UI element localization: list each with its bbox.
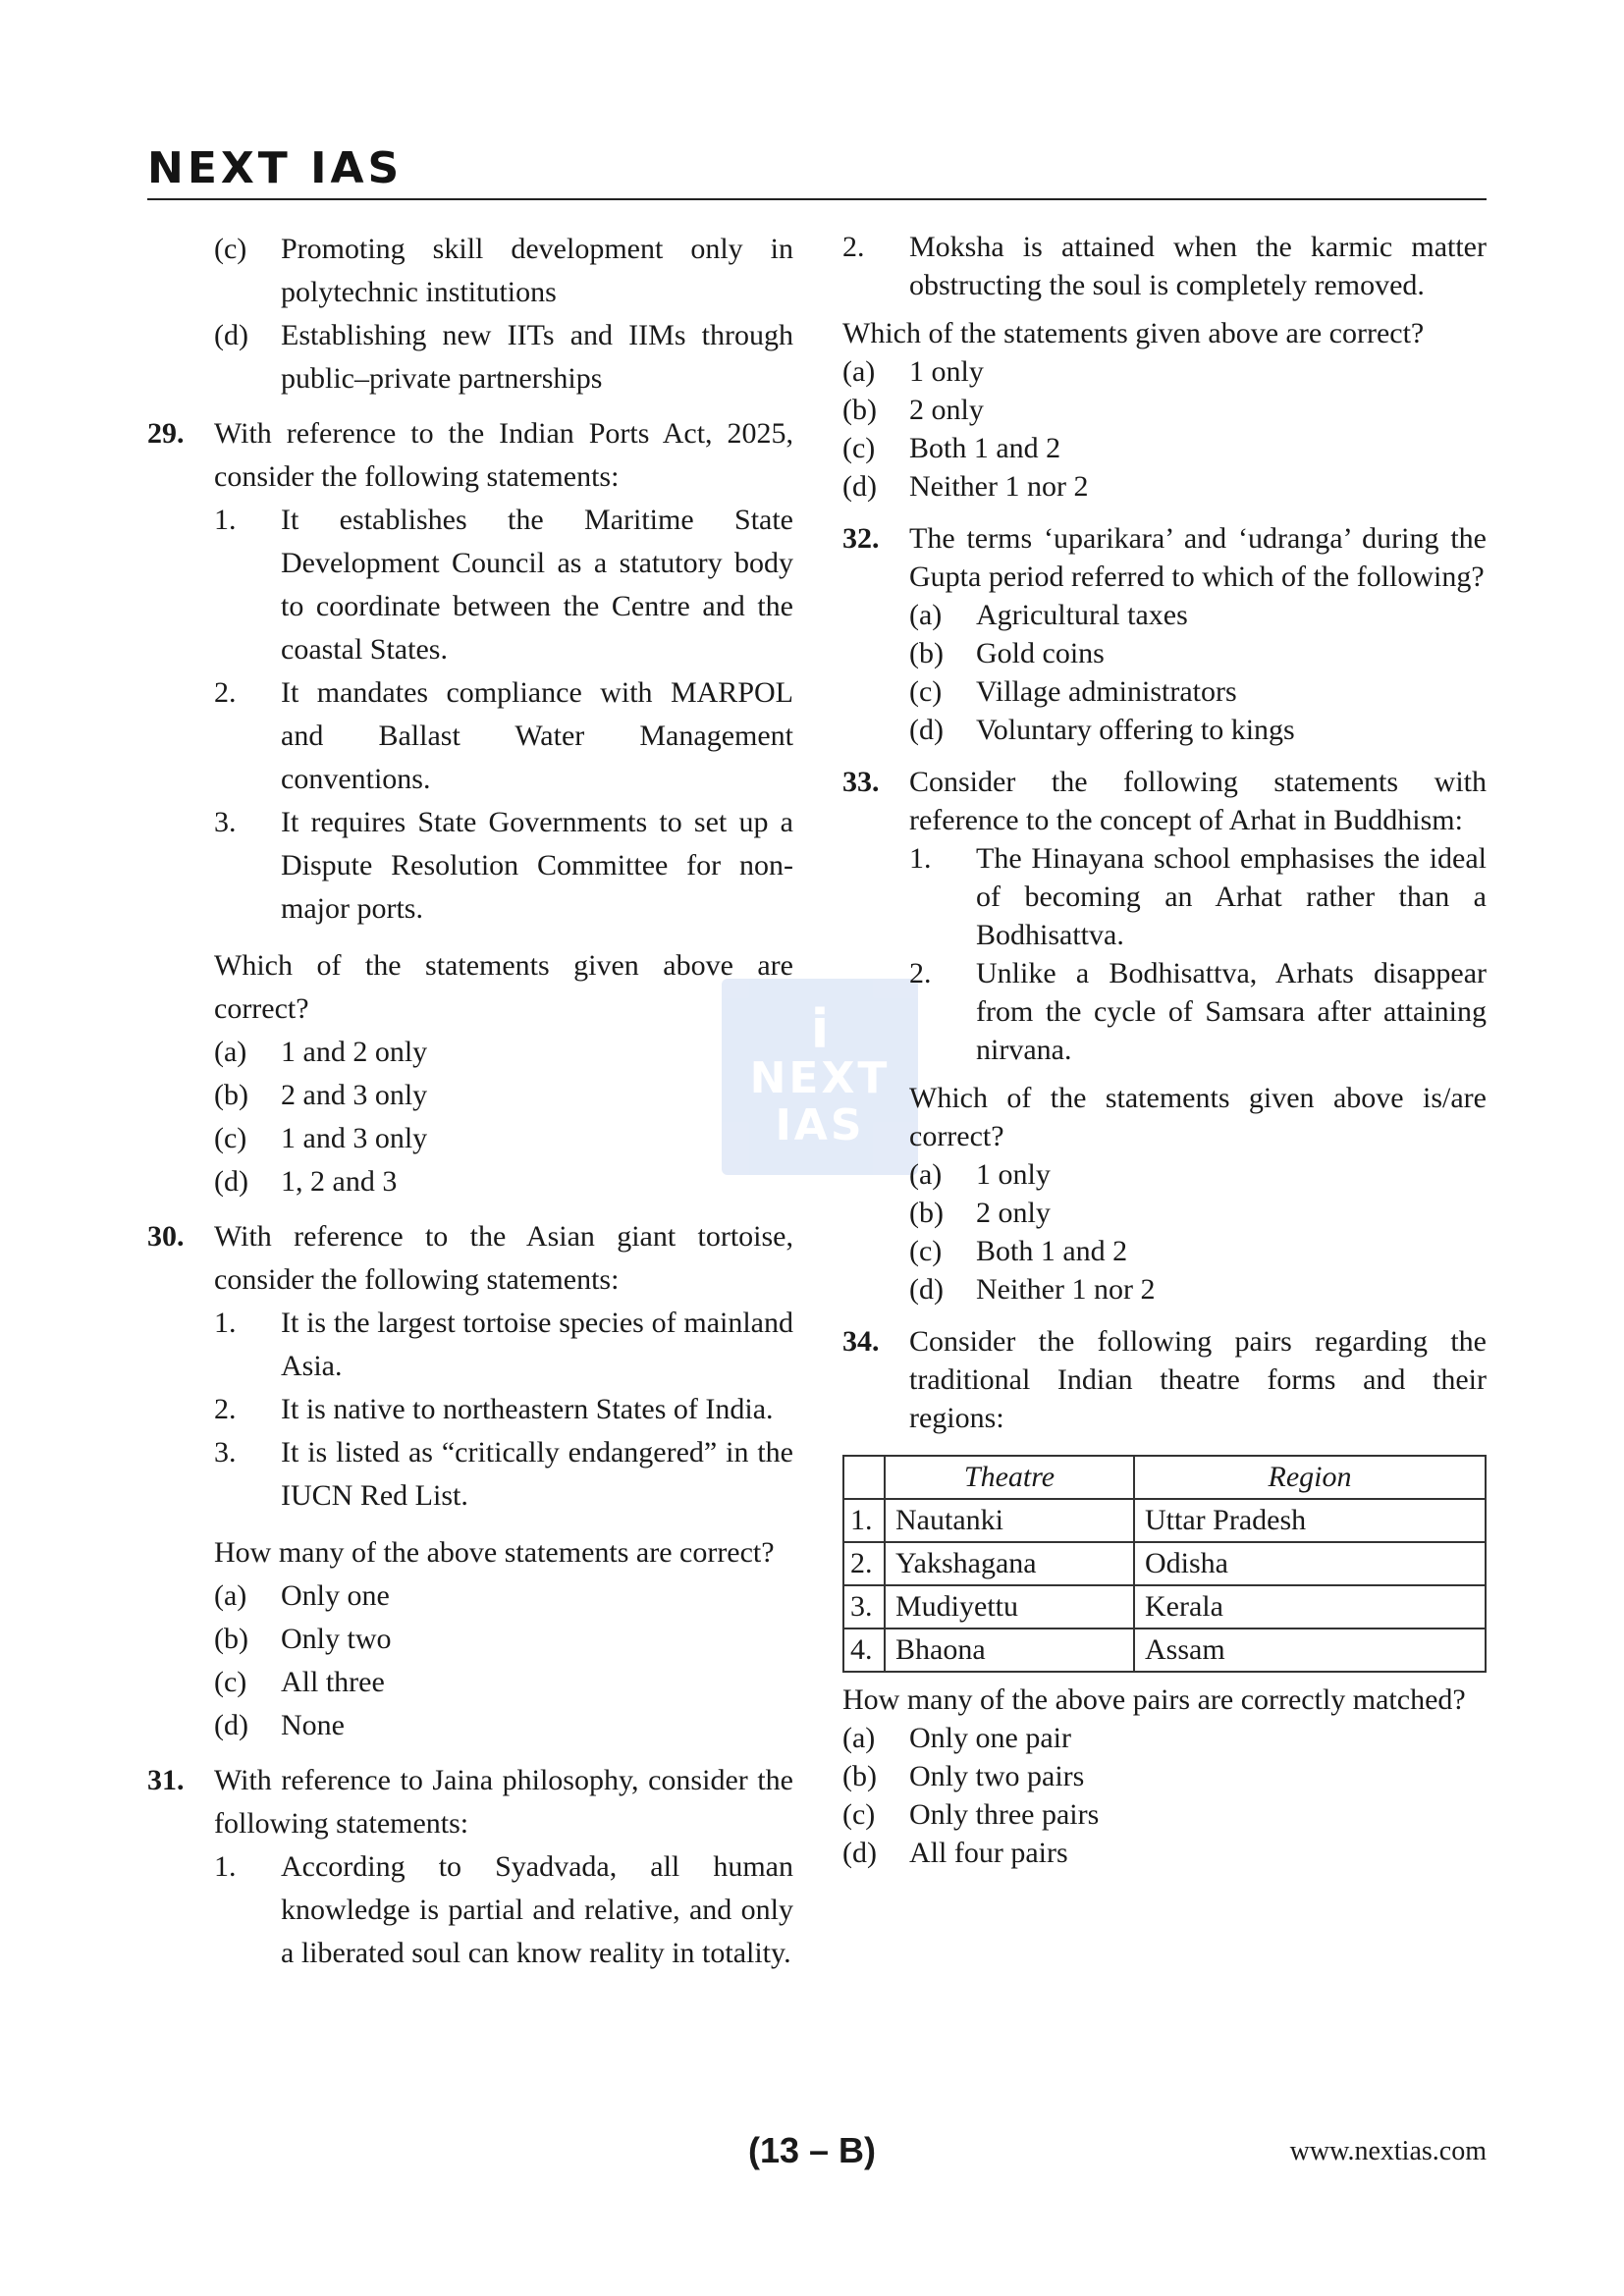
option-label: (b): [842, 1760, 877, 1792]
option-label: (c): [909, 1235, 943, 1267]
option-text: Both 1 and 2: [909, 432, 1061, 464]
option-item: [909, 1194, 1487, 1232]
table-cell: Bhaona: [885, 1629, 1134, 1672]
option-text: 1, 2 and 3: [281, 1165, 398, 1198]
option-label: (d): [909, 714, 944, 746]
statement-list: [842, 228, 1487, 304]
statement-item: [214, 499, 793, 671]
table-header-row: [843, 1456, 1486, 1499]
question-34: [842, 1322, 1487, 1437]
question-29: [147, 412, 793, 1203]
option-label: (a): [842, 1722, 876, 1754]
option-text: All four pairs: [909, 1837, 1068, 1869]
option-item: [842, 352, 1487, 391]
option-text: Neither 1 nor 2: [909, 470, 1089, 503]
question-prompt: Which of the statements given above are correct?: [842, 317, 1425, 349]
table-cell: Kerala: [1134, 1585, 1486, 1629]
option-label: (b): [909, 1197, 944, 1229]
option-item: [214, 1661, 793, 1704]
option-text: All three: [281, 1666, 385, 1698]
option-label: (c): [842, 432, 876, 464]
option-text: 1 only: [976, 1158, 1051, 1191]
watermark-line2: IAS: [775, 1100, 865, 1150]
statement-label: 2.: [909, 957, 932, 989]
option-label: (b): [909, 637, 944, 669]
statement-text: It is native to northeastern States of India.: [281, 1393, 774, 1425]
option-item: [909, 634, 1487, 672]
option-item: [842, 391, 1487, 429]
website-url: www.nextias.com: [1289, 2136, 1487, 2166]
statement-label: 2.: [214, 676, 237, 709]
table-cell: 2.: [843, 1542, 885, 1585]
question-intro: With reference to the Indian Ports Act, 2025, consider the following statements:: [214, 417, 793, 493]
option-item: [842, 1719, 1487, 1757]
theatre-region-table: [842, 1455, 1487, 1673]
option-text: Neither 1 nor 2: [976, 1273, 1156, 1306]
option-label: (a): [909, 1158, 943, 1191]
option-label: (c): [214, 233, 247, 265]
table-row: [843, 1499, 1486, 1542]
statement-label: 1.: [214, 1850, 237, 1883]
table-row: [843, 1585, 1486, 1629]
statement-label: 1.: [214, 504, 237, 536]
option-text: Only three pairs: [909, 1798, 1100, 1831]
table-cell: Nautanki: [885, 1499, 1134, 1542]
option-text: 1 and 3 only: [281, 1122, 428, 1154]
option-label: (c): [909, 675, 943, 708]
question-intro: Consider the following pairs regarding the traditional Indian theatre forms and their regions:: [909, 1325, 1487, 1434]
right-column: [842, 228, 1487, 1872]
statement-list: [214, 1302, 793, 1518]
option-text: Only two: [281, 1623, 392, 1655]
option-label: (d): [909, 1273, 944, 1306]
page-number: (13 – B): [747, 2130, 877, 2170]
question-33: [842, 763, 1487, 1308]
option-text: 1 only: [909, 355, 984, 388]
option-text: Only one pair: [909, 1722, 1071, 1754]
question-31: [147, 1759, 793, 1975]
table-row: [843, 1542, 1486, 1585]
option-label: (b): [842, 394, 877, 426]
statement-text: It is listed as “critically endangered” in the IUCN Red List.: [281, 1436, 793, 1512]
option-item: [909, 1270, 1487, 1308]
watermark-line1: NEXT: [749, 1053, 891, 1103]
option-text: Both 1 and 2: [976, 1235, 1128, 1267]
option-item: [842, 1757, 1487, 1795]
question-number: 34.: [842, 1325, 880, 1358]
table-cell: Assam: [1134, 1629, 1486, 1672]
option-label: (c): [214, 1122, 247, 1154]
statement-text: It establishes the Maritime State Development Council as a statutory body to coordinate between the Centre and the coastal States.: [281, 504, 793, 666]
option-item: [909, 596, 1487, 634]
option-label: (a): [909, 599, 943, 631]
question-prompt: How many of the above pairs are correctly matched?: [842, 1683, 1466, 1716]
statement-item: [214, 1845, 793, 1975]
question-number: 32.: [842, 522, 880, 555]
option-item: [214, 1704, 793, 1747]
statement-text: It is the largest tortoise species of mainland Asia.: [281, 1307, 793, 1382]
table-header-region: Region: [1134, 1456, 1486, 1499]
statement-text: The Hinayana school emphasises the ideal of becoming an Arhat rather than a Bodhisattva.: [976, 842, 1487, 951]
option-text: 1 and 2 only: [281, 1036, 428, 1068]
question-number: 33.: [842, 766, 880, 798]
option-text: Village administrators: [976, 675, 1237, 708]
option-item: [214, 1117, 793, 1160]
question-intro: With reference to Jaina philosophy, consider the following statements:: [214, 1764, 793, 1840]
table-header-theatre: Theatre: [885, 1456, 1134, 1499]
option-label: (a): [842, 355, 876, 388]
question-32: [842, 519, 1487, 749]
question-30: [147, 1215, 793, 1747]
option-item: [214, 1618, 793, 1661]
option-label: (a): [214, 1579, 247, 1612]
statement-label: 3.: [214, 806, 237, 838]
option-item: [842, 429, 1487, 467]
option-label: (c): [842, 1798, 876, 1831]
option-item: [909, 711, 1487, 749]
option-item: [842, 1795, 1487, 1834]
question-number: 31.: [147, 1764, 185, 1796]
statement-text: According to Syadvada, all human knowledge is partial and relative, and only a liberated soul can know reality in totality.: [281, 1850, 793, 1969]
table-cell: Mudiyettu: [885, 1585, 1134, 1629]
statement-item: [214, 801, 793, 931]
option-text: Establishing new IITs and IIMs through public–private partnerships: [281, 319, 793, 395]
option-label: (b): [214, 1079, 248, 1111]
option-item: [909, 1155, 1487, 1194]
header-divider: [147, 198, 1487, 200]
option-text: 2 and 3 only: [281, 1079, 428, 1111]
statement-label: 3.: [214, 1436, 237, 1468]
option-label: (d): [214, 319, 248, 351]
option-label: (d): [842, 470, 877, 503]
watermark-mark: i: [810, 998, 830, 1060]
statement-text: It mandates compliance with MARPOL and Ballast Water Management conventions.: [281, 676, 793, 795]
table-row: [843, 1629, 1486, 1672]
option-text: Voluntary offering to kings: [976, 714, 1295, 746]
statement-label: 1.: [214, 1307, 237, 1339]
question-intro: With reference to the Asian giant tortoise, consider the following statements:: [214, 1220, 793, 1296]
table-cell: Uttar Pradesh: [1134, 1499, 1486, 1542]
statement-label: 1.: [909, 842, 932, 875]
table-cell: Odisha: [1134, 1542, 1486, 1585]
statement-label: 2.: [214, 1393, 237, 1425]
option-label: (c): [214, 1666, 247, 1698]
statement-item: [214, 671, 793, 801]
option-item: [842, 467, 1487, 506]
option-item: [214, 1575, 793, 1618]
option-item: [214, 1160, 793, 1203]
option-label: (d): [214, 1709, 248, 1741]
statement-label: 2.: [842, 231, 865, 263]
table-header-cell: [843, 1456, 885, 1499]
option-text: Only two pairs: [909, 1760, 1085, 1792]
statement-text: Unlike a Bodhisattva, Arhats disappear from the cycle of Samsara after attaining nirvana.: [976, 957, 1487, 1066]
option-text: 2 only: [909, 394, 984, 426]
statement-list: [909, 839, 1487, 1069]
option-label: (d): [214, 1165, 248, 1198]
option-item: [214, 1074, 793, 1117]
option-item: [909, 1232, 1487, 1270]
question-number: 29.: [147, 417, 185, 450]
brand-logo: NEXT IAS: [147, 143, 404, 193]
option-item: [842, 1834, 1487, 1872]
question-prompt: How many of the above statements are correct?: [214, 1536, 775, 1569]
statement-text: It requires State Governments to set up a Dispute Resolution Committee for non-major ports.: [281, 806, 793, 925]
table-cell: 4.: [843, 1629, 885, 1672]
option-text: Gold coins: [976, 637, 1105, 669]
statement-item: [214, 1388, 793, 1431]
option-item: [214, 228, 793, 314]
table-cell: 3.: [843, 1585, 885, 1629]
question-prompt: Which of the statements given above are correct?: [214, 949, 793, 1025]
option-text: Promoting skill development only in polytechnic institutions: [281, 233, 793, 308]
option-label: (b): [214, 1623, 248, 1655]
statement-item: [909, 954, 1487, 1069]
option-text: None: [281, 1709, 345, 1741]
option-item: [909, 672, 1487, 711]
statement-item: [214, 1431, 793, 1518]
question-number: 30.: [147, 1220, 185, 1253]
option-label: (a): [214, 1036, 247, 1068]
option-text: Agricultural taxes: [976, 599, 1188, 631]
statement-item: [842, 228, 1487, 304]
question-prompt: Which of the statements given above is/are correct?: [909, 1082, 1487, 1152]
question-28-tail: [147, 228, 793, 400]
table-cell: Yakshagana: [885, 1542, 1134, 1585]
question-intro: Consider the following statements with reference to the concept of Arhat in Buddhism:: [909, 766, 1487, 836]
option-item: [214, 1031, 793, 1074]
question-31-tail: [842, 228, 1487, 506]
option-item: [214, 314, 793, 400]
table-cell: 1.: [843, 1499, 885, 1542]
statement-item: [909, 839, 1487, 954]
statement-list: [214, 499, 793, 931]
option-label: (d): [842, 1837, 877, 1869]
left-column: [147, 228, 793, 1975]
statement-text: Moksha is attained when the karmic matter obstructing the soul is completely removed.: [909, 231, 1487, 301]
question-intro: The terms ‘uparikara’ and ‘udranga’ during the Gupta period referred to which of the following?: [909, 522, 1487, 593]
statement-item: [214, 1302, 793, 1388]
option-text: Only one: [281, 1579, 390, 1612]
option-text: 2 only: [976, 1197, 1051, 1229]
